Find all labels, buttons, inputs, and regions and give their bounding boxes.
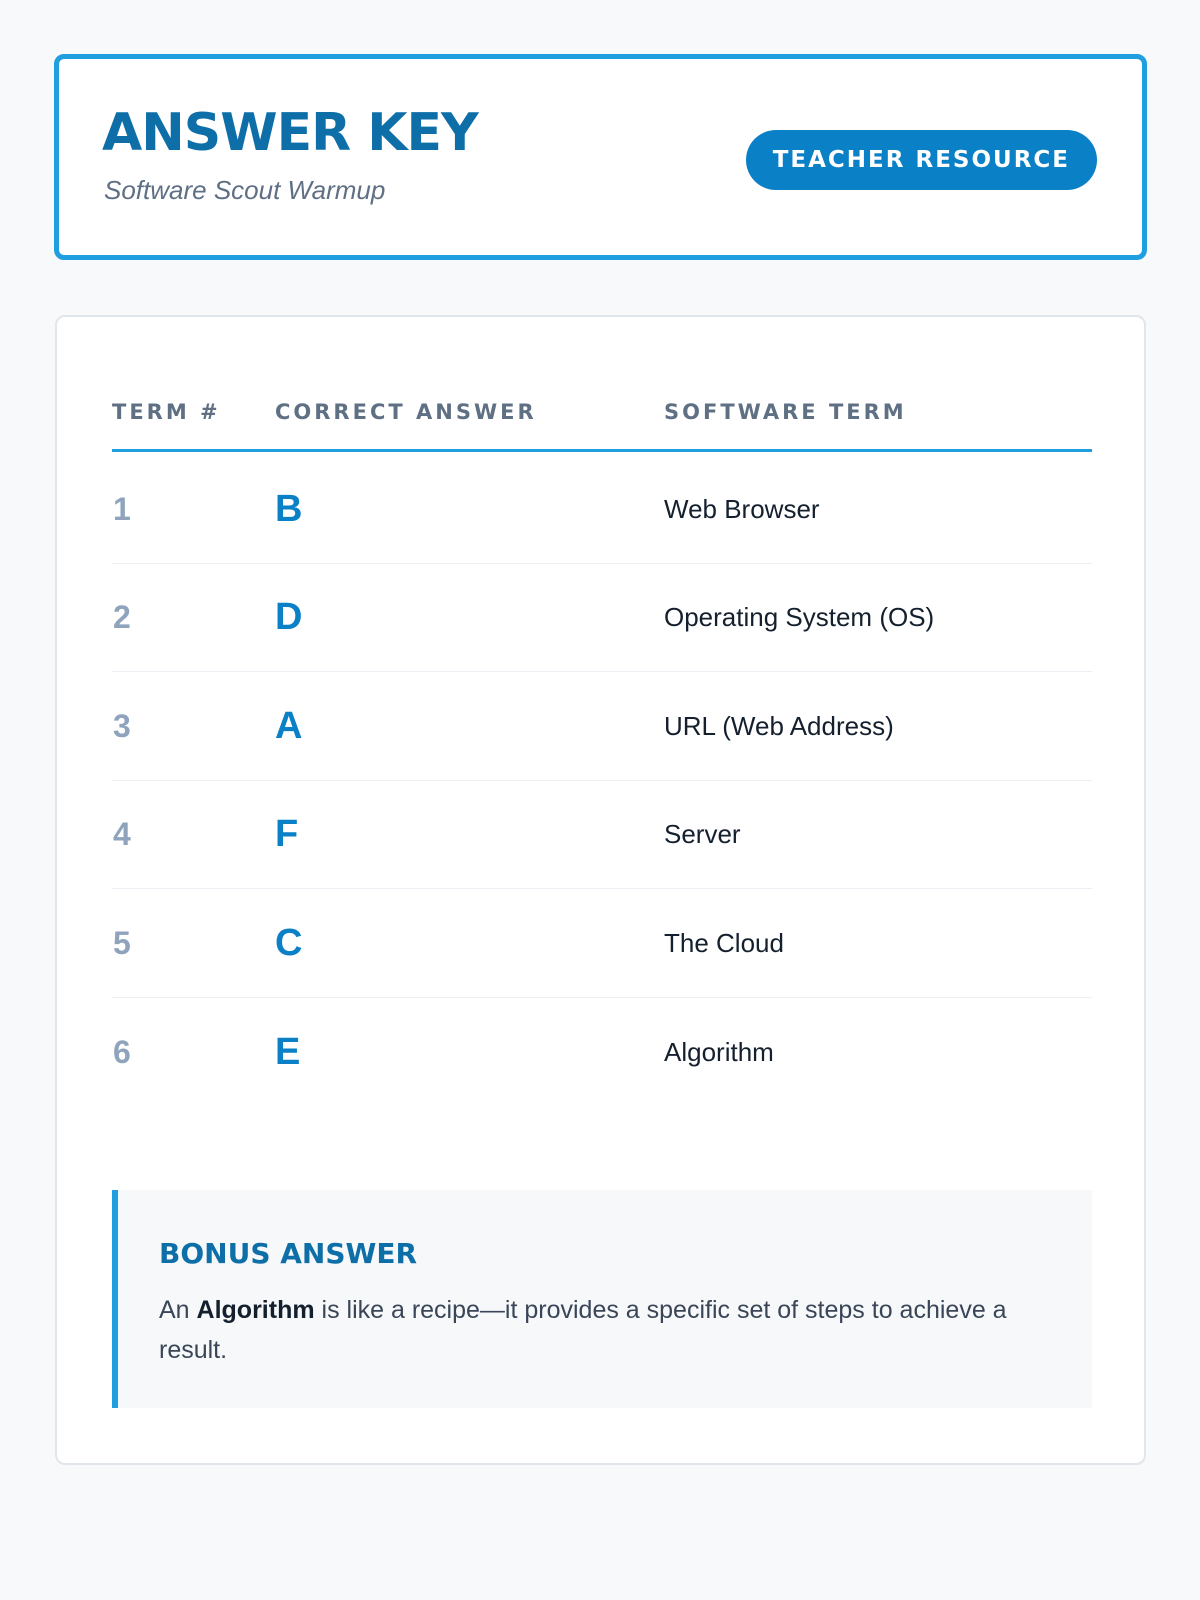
correct-answer: F	[275, 813, 299, 856]
software-term: Web Browser	[664, 493, 820, 524]
term-number: 2	[113, 599, 131, 636]
answer-table-card	[55, 315, 1146, 1465]
table-row	[112, 564, 1092, 673]
bonus-text	[159, 1290, 1059, 1370]
software-term: Server	[664, 819, 741, 850]
table-row	[112, 672, 1092, 781]
term-number: 1	[113, 490, 131, 527]
column-header-software-term: SOFTWARE TERM	[664, 400, 907, 424]
table-row	[112, 998, 1092, 1107]
column-header-term-number: TERM #	[112, 400, 221, 424]
table-header	[112, 402, 1092, 452]
correct-answer: E	[275, 1030, 301, 1073]
answer-rows	[112, 455, 1092, 1106]
term-number: 4	[113, 816, 131, 853]
table-row	[112, 455, 1092, 564]
header-card	[54, 54, 1147, 260]
teacher-resource-badge: TEACHER RESOURCE	[746, 130, 1097, 190]
software-term: Operating System (OS)	[664, 602, 935, 633]
bonus-answer-box	[112, 1190, 1092, 1408]
table-row	[112, 781, 1092, 890]
page-subtitle: Software Scout Warmup	[104, 175, 386, 205]
bonus-text-lead: An	[159, 1296, 197, 1324]
software-term: URL (Web Address)	[664, 710, 894, 741]
term-number: 6	[113, 1033, 131, 1070]
bonus-title: BONUS ANSWER	[159, 1237, 418, 1270]
term-number: 5	[113, 924, 131, 961]
software-term: Algorithm	[664, 1036, 774, 1067]
correct-answer: D	[275, 596, 303, 639]
software-term: The Cloud	[664, 927, 784, 958]
page-title: ANSWER KEY	[102, 103, 478, 163]
correct-answer: A	[275, 704, 303, 747]
bonus-text-rest: is like a recipe—it provides a specific set of steps to achieve a result.	[159, 1296, 1007, 1364]
term-number: 3	[113, 707, 131, 744]
table-row	[112, 889, 1092, 998]
correct-answer: B	[275, 487, 303, 530]
correct-answer: C	[275, 921, 303, 964]
column-header-correct-answer: CORRECT ANSWER	[275, 400, 537, 424]
bonus-text-keyword: Algorithm	[196, 1296, 315, 1324]
